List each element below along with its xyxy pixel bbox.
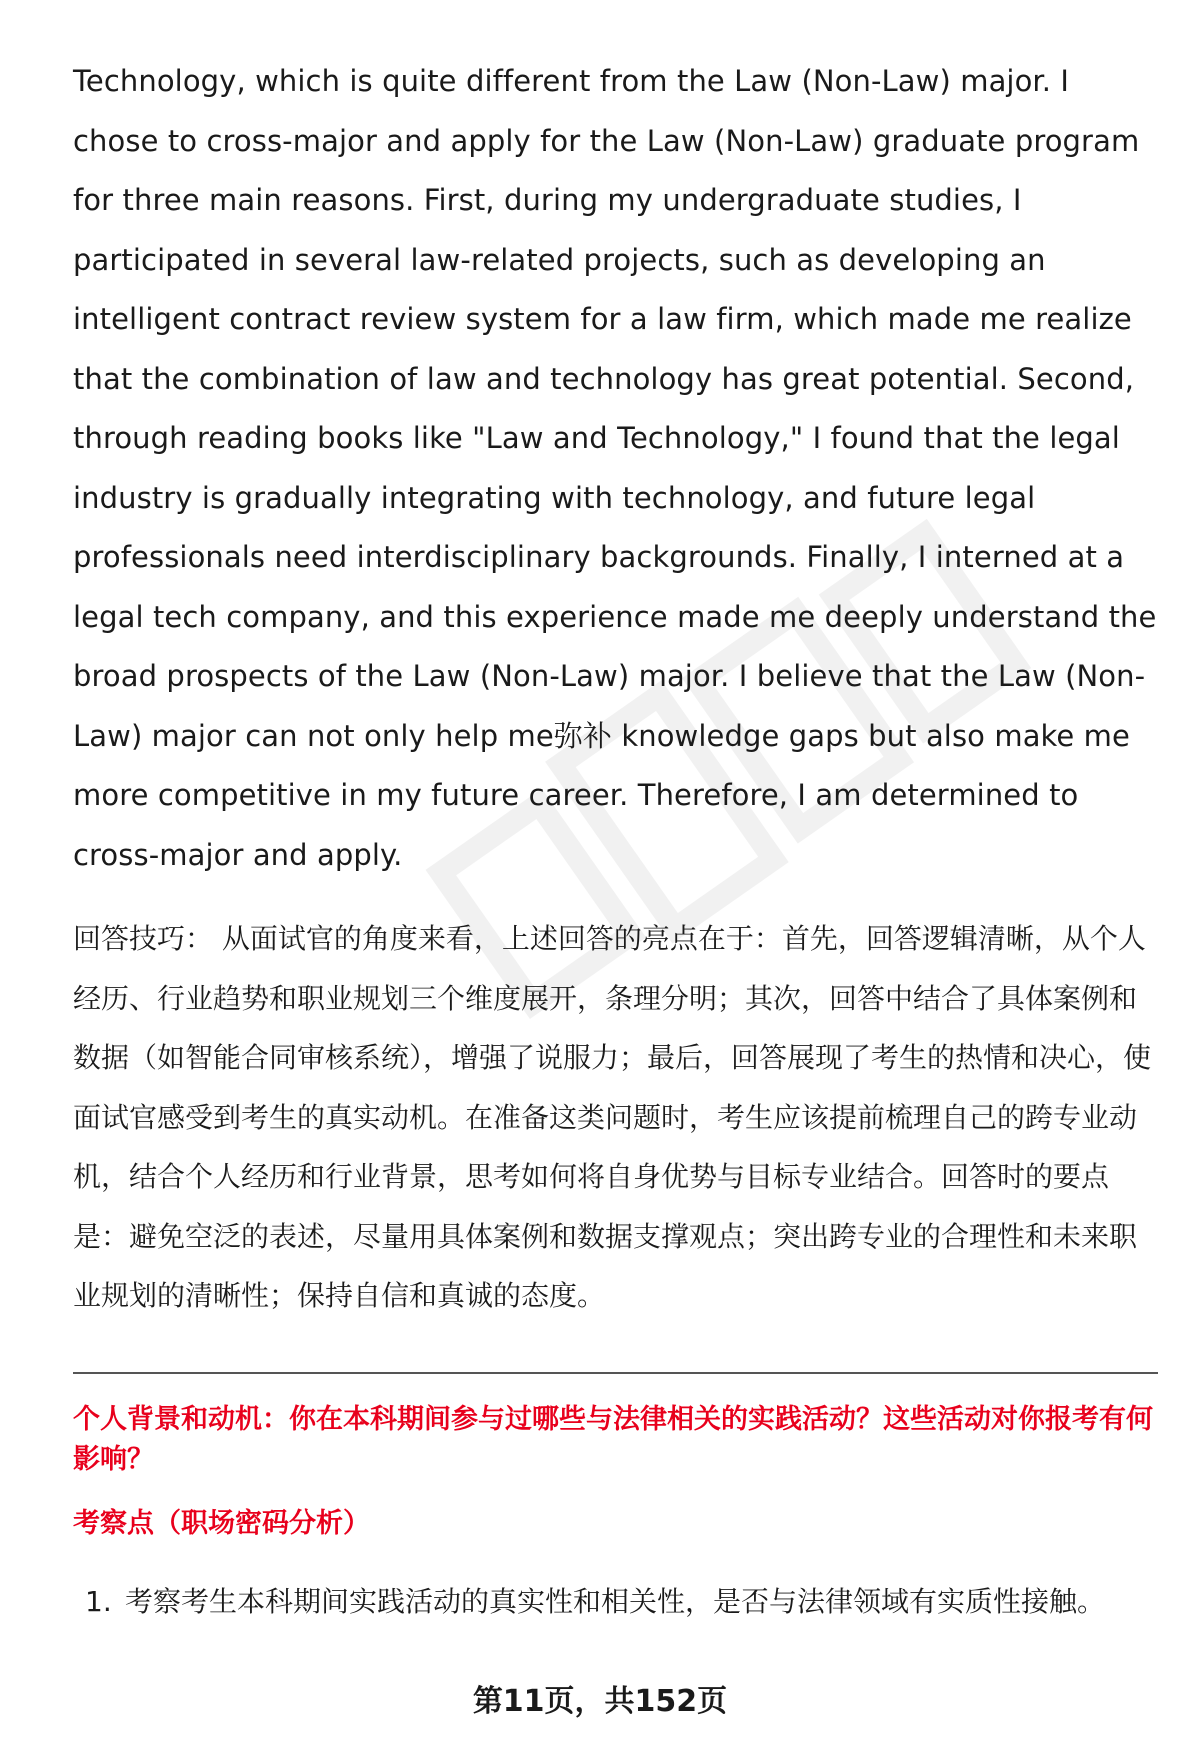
page-content [73, 52, 1158, 1631]
list-item-number: 1. [85, 1584, 112, 1618]
page-number-footer: 第11页，共152页 [472, 1684, 728, 1719]
list-item [73, 1572, 1158, 1632]
section-divider [73, 1372, 1158, 1374]
analysis-point-list [73, 1572, 1158, 1632]
question-heading: 个人背景和动机：你在本科期间参与过哪些与法律相关的实践活动？这些活动对你报考有何影响？ [73, 1403, 1153, 1475]
analysis-heading: 考察点（职场密码分析） [73, 1507, 370, 1539]
answer-paragraph: Technology, which is quite different from the Law (Non-Law) major. I chose to cross-major and apply for the Law (Non-Law) graduate program for three main reasons. First, during my undergraduate studies, I participated in several law-related projects, such as developing an intelligent contract review system for a law firm, which made me realize that the combination of law and technology has great potential. Second, through reading books like "Law and Technology," I found that the legal industry is gradually integrating with technology, and future legal professionals need interdisciplinary backgrounds. Finally, I interned at a legal tech company, and this experience made me deeply understand the broad prospects of the Law (Non-Law) major. I believe that the Law (Non-Law) major can not only help me弥补 knowledge gaps but also make me more competitive in my future career. Therefore, I am determined to cross-major and apply. [73, 64, 1157, 872]
list-item-text: 考察考生本科期间实践活动的真实性和相关性，是否与法律领域有实质性接触。 [125, 1584, 1106, 1618]
answer-tips-paragraph: 回答技巧： 从面试官的角度来看，上述回答的亮点在于：首先，回答逻辑清晰，从个人经历、行业趋势和职业规划三个维度展开，条理分明；其次，回答中结合了具体案例和数据（如智能合同审核系统），增强了说服力；最后，回答展现了考生的热情和决心，使面试官感受到考生的真实动机。在准备这类问题时，考生应该提前梳理自己的跨专业动机，结合个人经历和行业背景，思考如何将自身优势与目标专业结合。回答时的要点是：避免空泛的表述，尽量用具体案例和数据支撑观点；突出跨专业的合理性和未来职业规划的清晰性；保持自信和真诚的态度。 [73, 922, 1152, 1312]
